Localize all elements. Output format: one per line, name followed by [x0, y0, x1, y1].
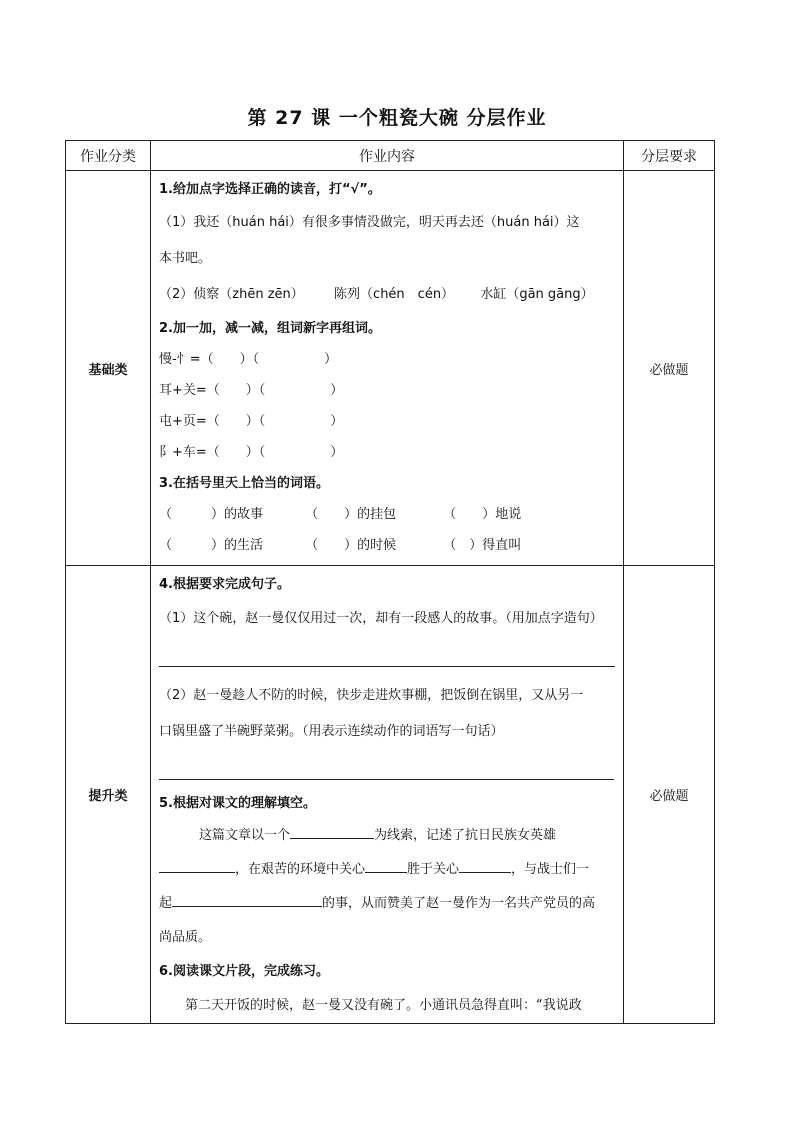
table-row	[66, 566, 715, 1024]
requirement-basic: 必做题	[624, 171, 715, 566]
q3-item: （ ）的生活	[159, 538, 264, 553]
question-1-part2	[159, 277, 615, 313]
q5-text: ，在艰苦的环境中关心	[235, 862, 366, 877]
table-header-row	[66, 141, 715, 171]
q2-row: 阝+车=（ ）（ ）	[159, 445, 344, 460]
requirement-advanced: 必做题	[624, 566, 715, 1024]
q3-item: （ ）地说	[443, 507, 522, 522]
category-advanced: 提升类	[66, 566, 151, 1024]
q5-text: 的事，从而赞美了赵一曼作为一名共产党员的高	[322, 896, 596, 911]
fill-blank[interactable]	[365, 858, 407, 873]
question-5-line4: 尚品质。	[159, 930, 212, 945]
advanced-content	[151, 566, 624, 1024]
question-1: 1.给加点字选择正确的读音，打“√”。	[159, 182, 381, 197]
fill-blank[interactable]	[159, 858, 235, 873]
q1-2a: （2）侦察（zhēn zēn）	[159, 287, 304, 302]
q3-item: （ ）的故事	[159, 507, 264, 522]
q3-item: （ ）的挂包	[305, 507, 397, 522]
question-1-line1: （1）我还（huán hái）有很多事情没做完，明天再去还（huán hái）这	[159, 215, 580, 230]
question-5-line2	[159, 853, 615, 887]
homework-table	[65, 140, 715, 1024]
question-5: 5.根据对课文的理解填空。	[159, 796, 316, 811]
q5-text: 起	[159, 896, 173, 911]
question-6: 6.阅读课文片段，完成练习。	[159, 964, 329, 979]
question-6-text: 第二天开饭的时候，赵一曼又没有碗了。小通讯员急得直叫：“我说政	[185, 998, 582, 1013]
table-row	[66, 171, 715, 566]
question-4: 4.根据要求完成句子。	[159, 577, 290, 592]
q5-text: 这篇文章以一个	[199, 828, 291, 843]
question-2: 2.加一加，减一减，组词新字再组词。	[159, 321, 381, 336]
q3-row-2	[159, 530, 615, 561]
q2-row: 耳+关=（ ）（ ）	[159, 383, 344, 398]
q3-row-1	[159, 499, 615, 530]
question-5-line3	[159, 887, 615, 921]
question-4-2b: 口锅里盛了半碗野菜粥。（用表示连续动作的词语写一句话）	[159, 724, 504, 739]
q1-2b: 陈列（chén cén）	[334, 287, 455, 302]
q5-text: 胜于关心	[407, 862, 460, 877]
q5-text: ，与战士们一	[511, 862, 590, 877]
question-3: 3.在括号里天上恰当的词语。	[159, 476, 329, 491]
fill-blank[interactable]	[172, 892, 322, 907]
basic-content	[151, 171, 624, 566]
question-4-2a: （2）赵一曼趁人不防的时候，快步走进炊事棚，把饭倒在锅里，又从另一	[159, 688, 584, 703]
header-category: 作业分类	[66, 141, 151, 171]
q5-text: 为线索，记述了抗日民族女英雄	[374, 828, 557, 843]
question-5-line1	[159, 819, 615, 853]
q1-2c: 水缸（gān gāng）	[480, 287, 594, 302]
page-title: 第 27 课 一个粗瓷大碗 分层作业	[247, 107, 547, 129]
category-basic: 基础类	[66, 171, 151, 566]
question-4-1: （1）这个碗，赵一曼仅仅用过一次，却有一段感人的故事。（用加点字造句）	[159, 611, 603, 626]
fill-blank[interactable]	[290, 824, 374, 839]
q3-item: （ ）的时候	[305, 538, 397, 553]
question-1-line2: 本书吧。	[159, 251, 212, 266]
q3-item: （ ）得直叫	[443, 538, 522, 553]
q2-row: 慢-忄=（ ）（ ）	[159, 352, 338, 367]
q2-row: 屯+页=（ ）（ ）	[159, 414, 344, 429]
answer-line-4-1[interactable]	[159, 644, 615, 667]
fill-blank[interactable]	[459, 858, 511, 873]
answer-line-4-2[interactable]	[159, 757, 614, 780]
header-content: 作业内容	[151, 141, 624, 171]
header-requirement: 分层要求	[624, 141, 715, 171]
